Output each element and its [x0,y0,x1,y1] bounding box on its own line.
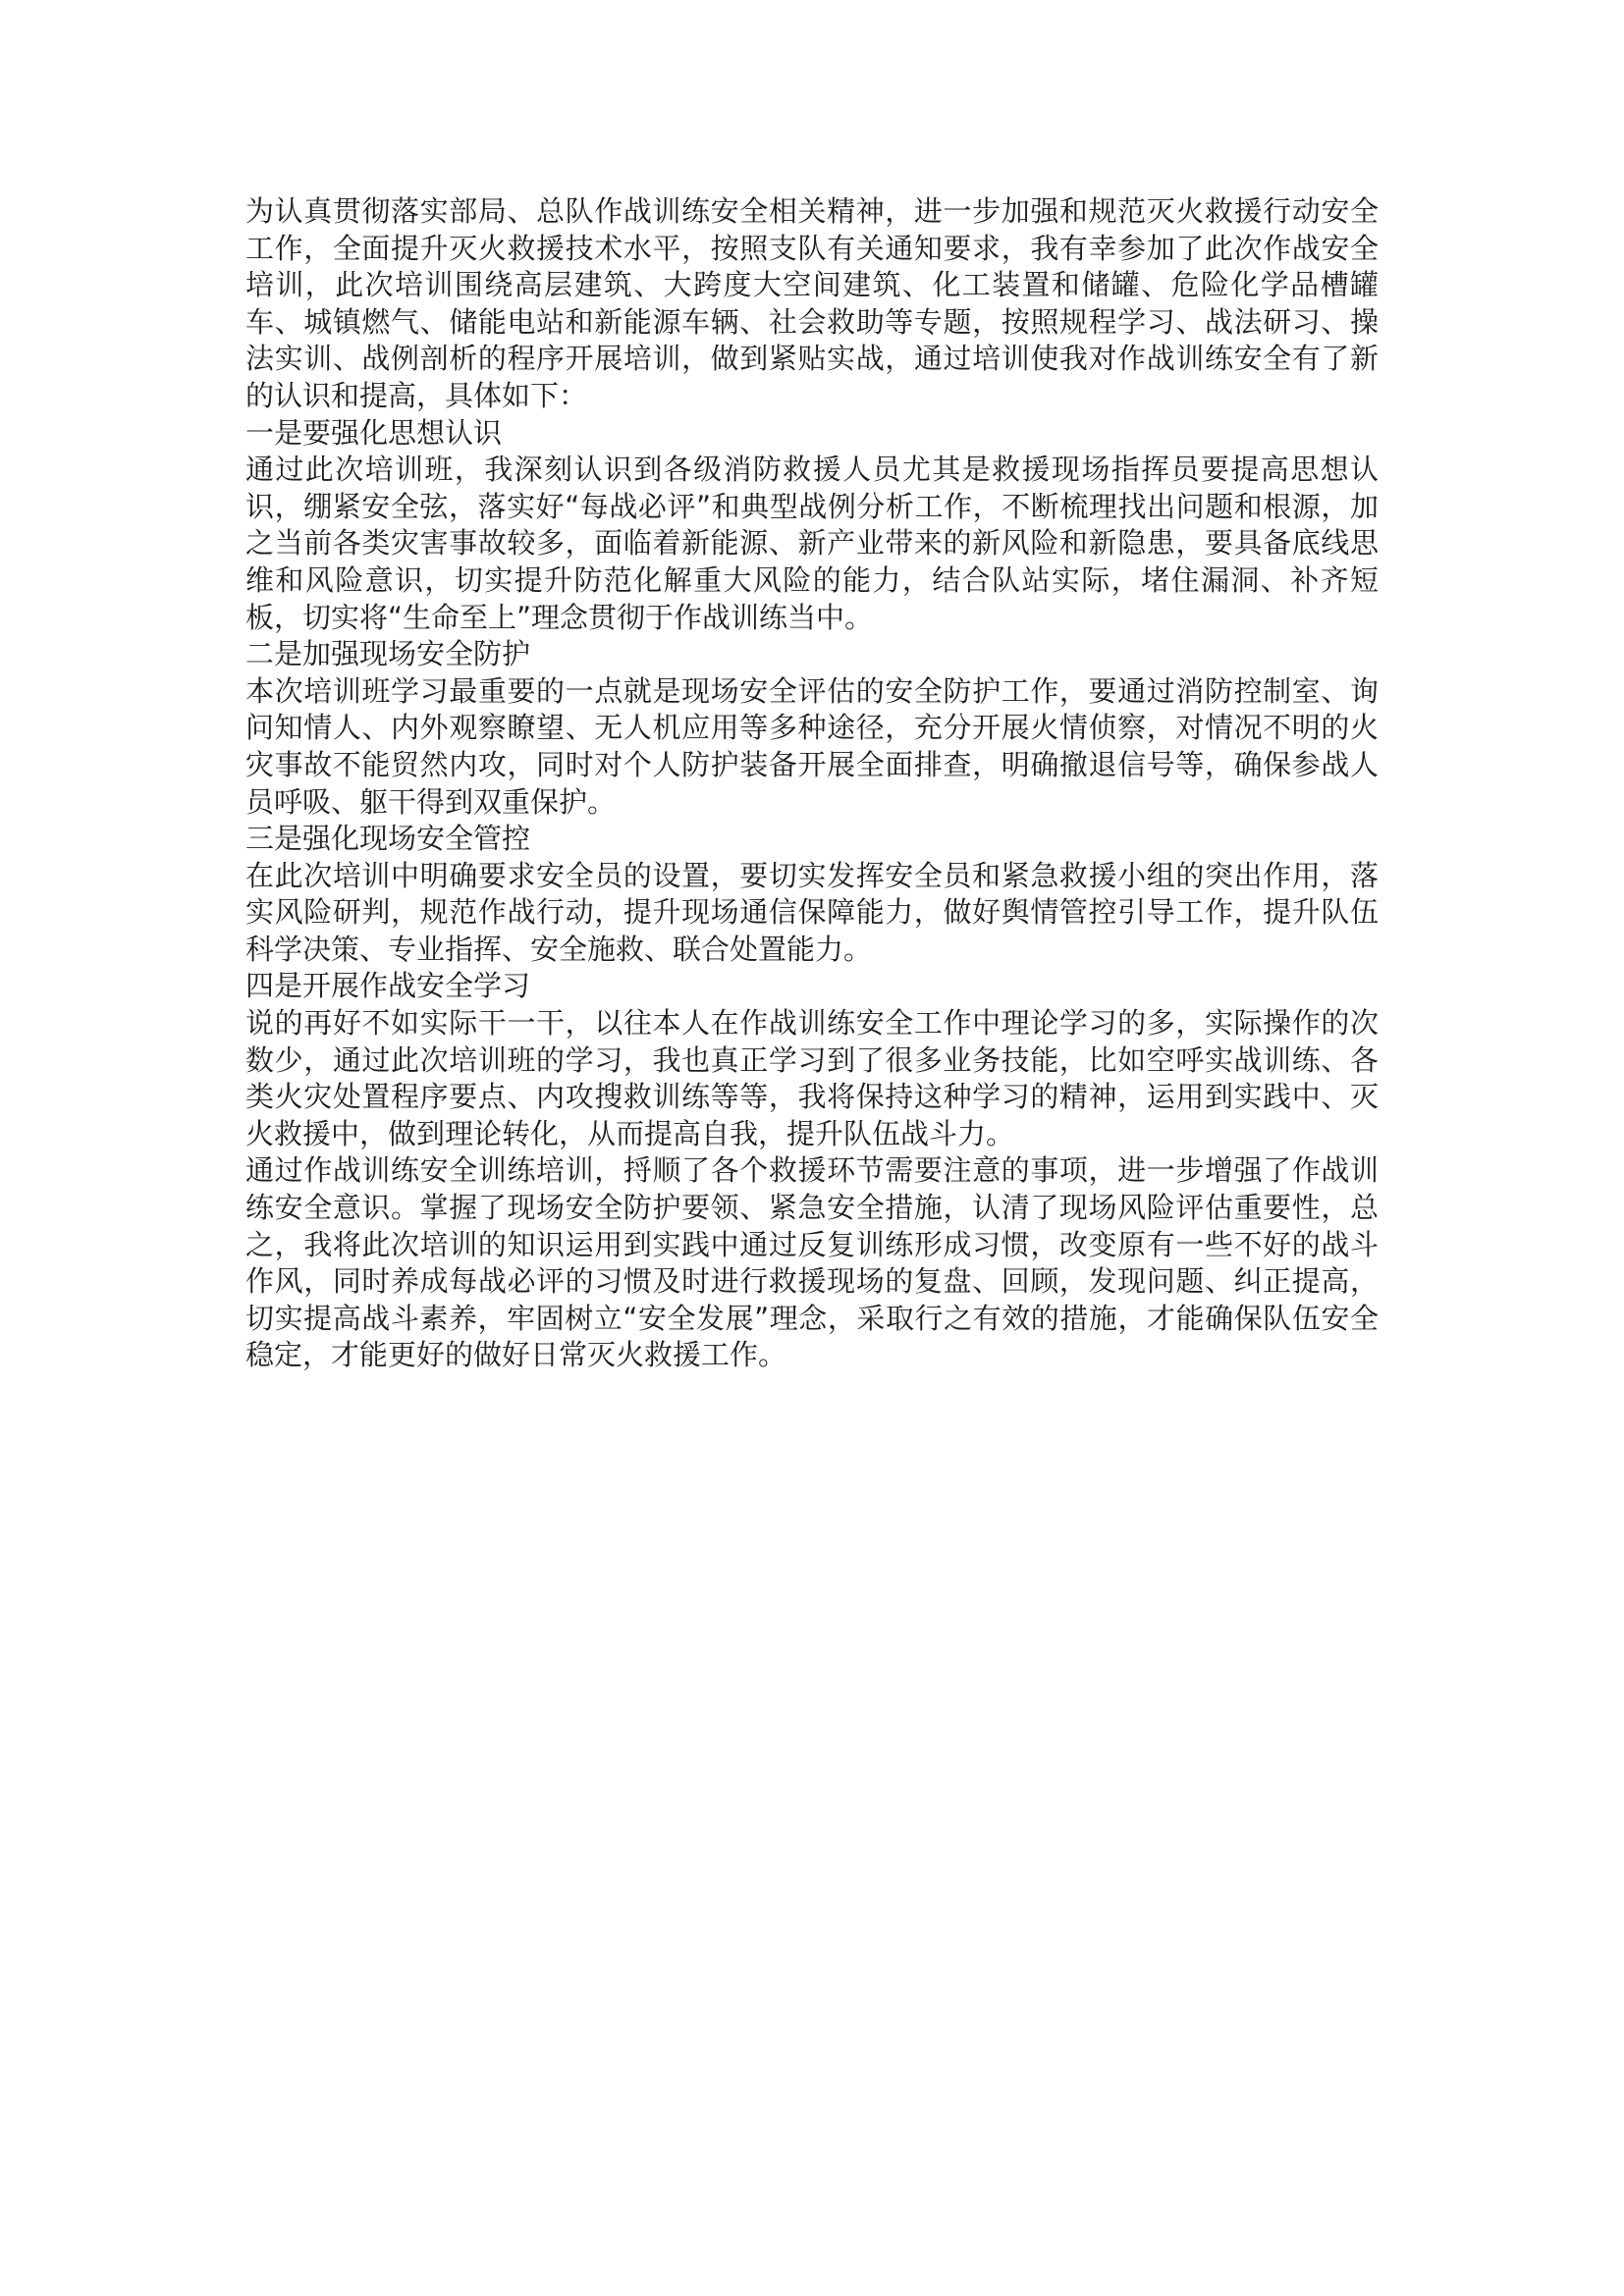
section-body-4: 说的再好不如实际干一干，以往本人在作战训练安全工作中理论学习的多，实际操作的次数少，通过此次培训班的学习，我也真正学习到了很多业务技能，比如空呼实战训练、各类火灾处置程序要点、内攻搜救训练等等，我将保持这种学习的精神，运用到实践中、灭火救援中，做到理论转化，从而提高自我，提升队伍战斗力。 [245,1006,1379,1150]
intro-paragraph: 为认真贯彻落实部局、总队作战训练安全相关精神，进一步加强和规范灭火救援行动安全工作，全面提升灭火救援技术水平，按照支队有关通知要求，我有幸参加了此次作战安全培训，此次培训围绕高层建筑、大跨度大空间建筑、化工装置和储罐、危险化学品槽罐车、城镇燃气、储能电站和新能源车辆、社会救助等专题，按照规程学习、战法研习、操法实训、战例剖析的程序开展培训，做到紧贴实战，通过培训使我对作战训练安全有了新的认识和提高，具体如下： [245,194,1379,412]
section-heading-3: 三是强化现场安全管控 [245,822,531,856]
section-body-2: 本次培训班学习最重要的一点就是现场安全评估的安全防护工作，要通过消防控制室、询问知情人、内外观察瞭望、无人机应用等多种途径，充分开展火情侦察，对情况不明的火灾事故不能贸然内攻，同时对个人防护装备开展全面排查，明确撤退信号等，确保参战人员呼吸、躯干得到双重保护。 [245,673,1379,819]
section-heading-4: 四是开展作战安全学习 [245,969,531,1003]
section-body-1: 通过此次培训班，我深刻认识到各级消防救援人员尤其是救援现场指挥员要提高思想认识，绷紧安全弦，落实好“每战必评”和典型战例分析工作，不断梳理找出问题和根源，加之当前各类灾害事故较多，面临着新能源、新产业带来的新风险和新隐患，要具备底线思维和风险意识，切实提升防范化解重大风险的能力，结合队站实际，堵住漏洞、补齐短板，切实将“生命至上”理念贯彻于作战训练当中。 [245,453,1379,634]
section-heading-2: 二是加强现场安全防护 [245,637,531,671]
conclusion-paragraph: 通过作战训练安全训练培训，捋顺了各个救援环节需要注意的事项，进一步增强了作战训练安全意识。掌握了现场安全防护要领、紧急安全措施，认清了现场风险评估重要性，总之，我将此次培训的知识运用到实践中通过反复训练形成习惯，改变原有一些不好的战斗作风，同时养成每战必评的习惯及时进行救援现场的复盘、回顾，发现问题、纠正提高，切实提高战斗素养，牢固树立“安全发展”理念，采取行之有效的措施，才能确保队伍安全稳定，才能更好的做好日常灭火救援工作。 [245,1153,1379,1372]
section-heading-1: 一是要强化思想认识 [245,415,503,450]
document-body [245,193,1379,1374]
section-body-3: 在此次培训中明确要求安全员的设置，要切实发挥安全员和紧急救援小组的突出作用，落实风险研判，规范作战行动，提升现场通信保障能力，做好舆情管控引导工作，提升队伍科学决策、专业指挥、安全施救、联合处置能力。 [245,858,1379,966]
